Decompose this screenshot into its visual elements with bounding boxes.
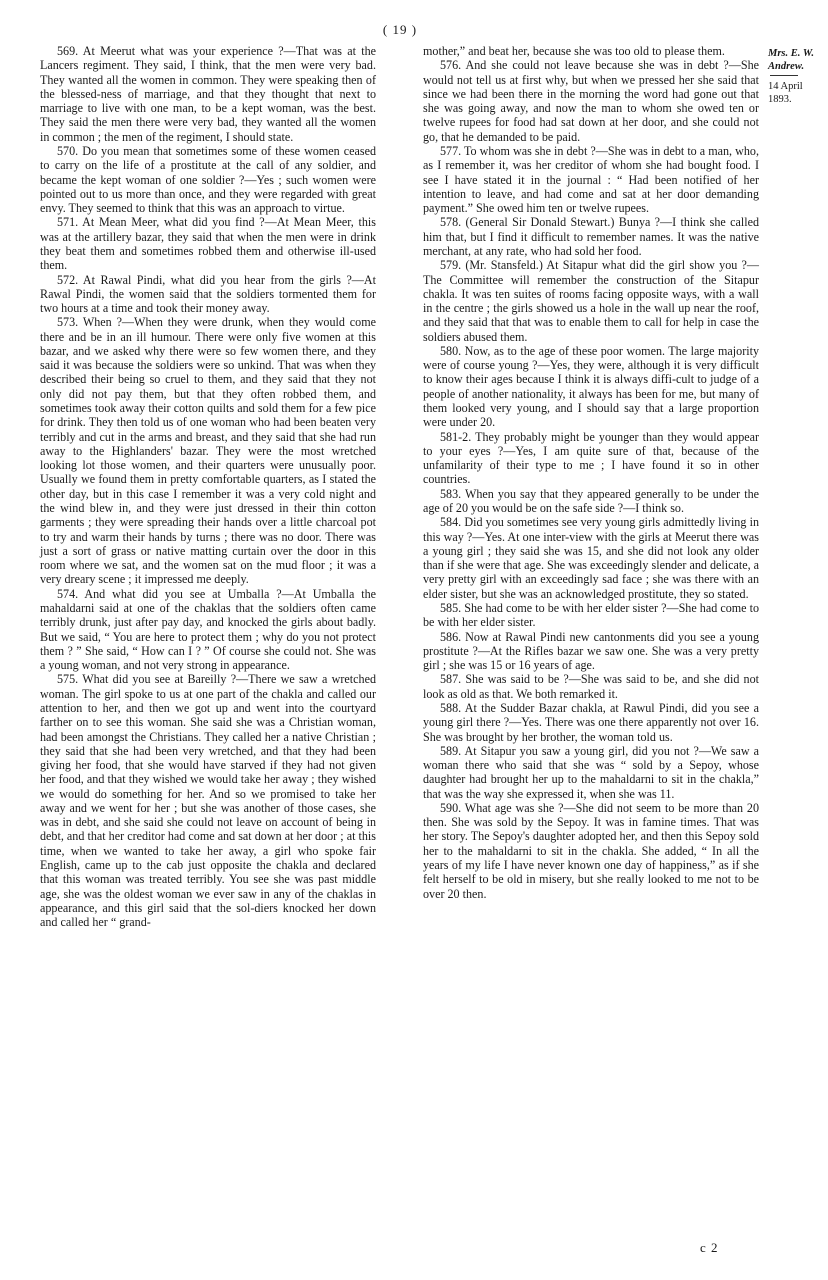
testimony-paragraph: 576. And she could not leave because she was in debt ?—She would not tell us at first why, but when we pressed her she said that since we had been there in the morning the word had gone out that she was going away, and now the man to whom she owed ten or twelve rupees for food had sat down at her door, and she could not go, that he demanded to be paid. <box>423 58 759 144</box>
testimony-paragraph: 569. At Meerut what was your experience ?—That was at the Lancers regiment. They said, I think, that the men were very bad. They wanted all the women in common. They were speaking then of the blessed-ness of marriage, and that they thought that next to marriage to live with one man, to be a kept woman, was the best. They said the men there were very bad, they wanted all the women in common ; the men of the regiment, I should state. <box>40 44 376 144</box>
testimony-paragraph: 590. What age was she ?—She did not seem to be more than 20 then. She was sold by the Sepoy. It was in famine times. That was her story. The Sepoy's daughter adopted her, and then this Sepoy sold her to the mahaldarni to sit in the chakla. She added, “ In all the years of my life I have never known one day of happiness,” as if she felt herself to be old in misery, but she really looked to me not to be over 20 then. <box>423 800 759 901</box>
testimony-paragraph: 572. At Rawal Pindi, what did you hear from the girls ?—At Rawal Pindi, the women said that the soldiers tormented them for two hours at a time and took their money away. <box>40 272 376 316</box>
testimony-paragraph: 588. At the Sudder Bazar chakla, at Rawul Pindi, did you see a young girl there ?—Yes. There was one there apparently not over 16. She was brought by her brother, the woman told us. <box>423 700 759 744</box>
testimony-paragraph: 585. She had come to be with her elder sister ?—She had come to be with her elder sister. <box>423 600 759 630</box>
testimony-paragraph: 570. Do you mean that sometimes some of these women ceased to carry on the life of a prostitute at the call of any soldier, and became the kept woman of one soldier ?—Yes ; such women were pointed out to us more than once, and they were regarded with great envy. They seemed to think that this was an approach to virtue. <box>40 143 376 216</box>
testimony-paragraph: mother,” and beat her, because she was too old to please them. <box>423 44 725 58</box>
testimony-paragraph: 578. (General Sir Donald Stewart.) Bunya ?—I think she called him that, but I find it difficult to remember names. It was the native merchant, at any rate, who had sold her food. <box>423 215 759 258</box>
testimony-paragraph: 587. She was said to be ?—She was said to be, and she did not look as old as that. We both remarked it. <box>423 672 759 701</box>
witness-name: Mrs. E. W. Andrew. <box>768 48 815 72</box>
testimony-paragraph: 589. At Sitapur you saw a young girl, did you not ?—We saw a woman there who said that she was “ sold by a Sepoy, whose daughter had brought her up to the mahaldarni to sit in the chakla,” that was the way she expressed it, when she was 11. <box>423 743 759 801</box>
left-column <box>40 44 376 929</box>
testimony-paragraph: 577. To whom was she in debt ?—She was in debt to a man, who, as I remember it, was her creditor of whom she had bought food. I see I have stated it in the journal : “ Had been notified of her intention to leave, and had come and sat at her door demanding payment.” She owed him ten or twelve rupees. <box>423 143 759 216</box>
testimony-date: 14 April 1893. <box>768 81 803 105</box>
page-number: ( 19 ) <box>382 22 418 37</box>
testimony-paragraph: 586. Now at Rawal Pindi new cantonments did you see a young prostitute ?—At the Rifles bazar we saw one. She was a very pretty girl ; she was 15 or 16 years of age. <box>423 629 759 673</box>
testimony-paragraph: 574. And what did you see at Umballa ?—At Umballa the mahaldarni said at one of the chaklas that the soldiers often came terribly drunk, just after pay day, and knocked the girls about badly. But we said, “ You are here to protect them ; why do you not protect them ? ” She said, “ How can I ? ” Of course she could not. She was a young woman, and not very strong in appearance. <box>40 586 376 673</box>
margin-note <box>768 47 828 106</box>
testimony-paragraph: 580. Now, as to the age of these poor women. The large majority were of course young ?—Yes, they were, although it is very difficult to know their ages because I think it is always diffi-cult to judge of a people of another nationality, it always has been for me, but many of them looked very young, and I should say that a large proportion were under 20. <box>423 343 759 430</box>
testimony-paragraph: 583. When you say that they appeared generally to be under the age of 20 you would be on the safe side ?—I think so. <box>423 486 759 515</box>
testimony-paragraph: 581-2. They probably might be younger than they would appear to your eyes ?—Yes, I am quite sure of that, because of the unfamilarity of their type to me ; I have found it so in other countries. <box>423 429 759 487</box>
signature-mark: c 2 <box>700 1240 719 1255</box>
right-column <box>423 44 759 901</box>
testimony-paragraph: 571. At Mean Meer, what did you find ?—At Mean Meer, this was at the artillery bazar, they said that when the men were in drink they beat them and sometimes robbed them and otherwise ill-used them. <box>40 215 376 273</box>
testimony-paragraph: 573. When ?—When they were drunk, when they would come there and be in an ill humour. There were only five women at this bazar, and we asked why there were so few women there, and they said it was because the soldiers were so unkind. That was when they described their being so cruel to them, and they said that they not only did not pay them, but that they often robbed them, and sometimes took away their cotton quilts and sold them for a few pice for drink. They then told us of one woman who had been beaten very terribly and cut in the arms and breast, and they said that she had run away to the Highlanders' bazar. They were the most wretched looking lot those women, and their quarters were unusually poor. Usually we found them in pretty comfortable quarters, as I stated the other day, but in this case I remember it was a very cold night and the wind blew in, and they were just dressed in their thin cotton garments ; they were spreading their hands over a little charcoal pot to try and warm their hands by turns ; there was no door. There was just a sort of grass or native matting curtain over the door in this room where we sat, and the women sat on the mud floor ; it was a very dreary scene ; it impressed me deeply. <box>40 315 376 587</box>
testimony-paragraph: 575. What did you see at Bareilly ?—There we saw a wretched woman. The girl spoke to us at one part of the chakla and called our attention to her, and then we got up and went into the courtyard farther on to see this woman. She said she was a Christian woman, had been amongst the Christians. They called her a native Christian ; they said that she had been very wretched, and that they had been giving her food, that she would have starved if they had not given her food, and that they wished we would take her away ; they wished we would do something for her. And so we promised to take her away and we went for her ; but she was another of those cases, she was in debt, and she said she could not leave on account of being in debt, and that her creditor had come and sat down at her door ; at this time, when we wanted to take her away, a girl who spoke fair English, came up to the cab just opposite the chakla and declared that this woman was treated terribly. You see she was past middle age, she was the oldest woman we ever saw in any of the chaklas in appearance, and this girl said that the sol-diers knocked her down and called her “ grand- <box>40 672 376 930</box>
testimony-paragraph: 579. (Mr. Stansfeld.) At Sitapur what did the girl show you ?—The Committee will remember the construction of the Sitapur chakla. It was ten suites of rooms facing opposite ways, with a wall in the centre ; the girls showed us a hole in the wall up near the roof, and they said that that was to enable them to call for help in case the soldiers abused them. <box>423 258 759 344</box>
testimony-paragraph: 584. Did you sometimes see very young girls admittedly living in this way ?—Yes. At one inter-view with the girls at Meerut there was a young girl ; they said she was 15, and she did not look any older than if she were that age. She was exceedingly slender and delicate, a very pretty girl with an exceedingly sad face ; she was there with an elder sister, but she was an acknowledged prostitute, they so stated. <box>423 515 759 601</box>
margin-rule <box>770 75 798 76</box>
